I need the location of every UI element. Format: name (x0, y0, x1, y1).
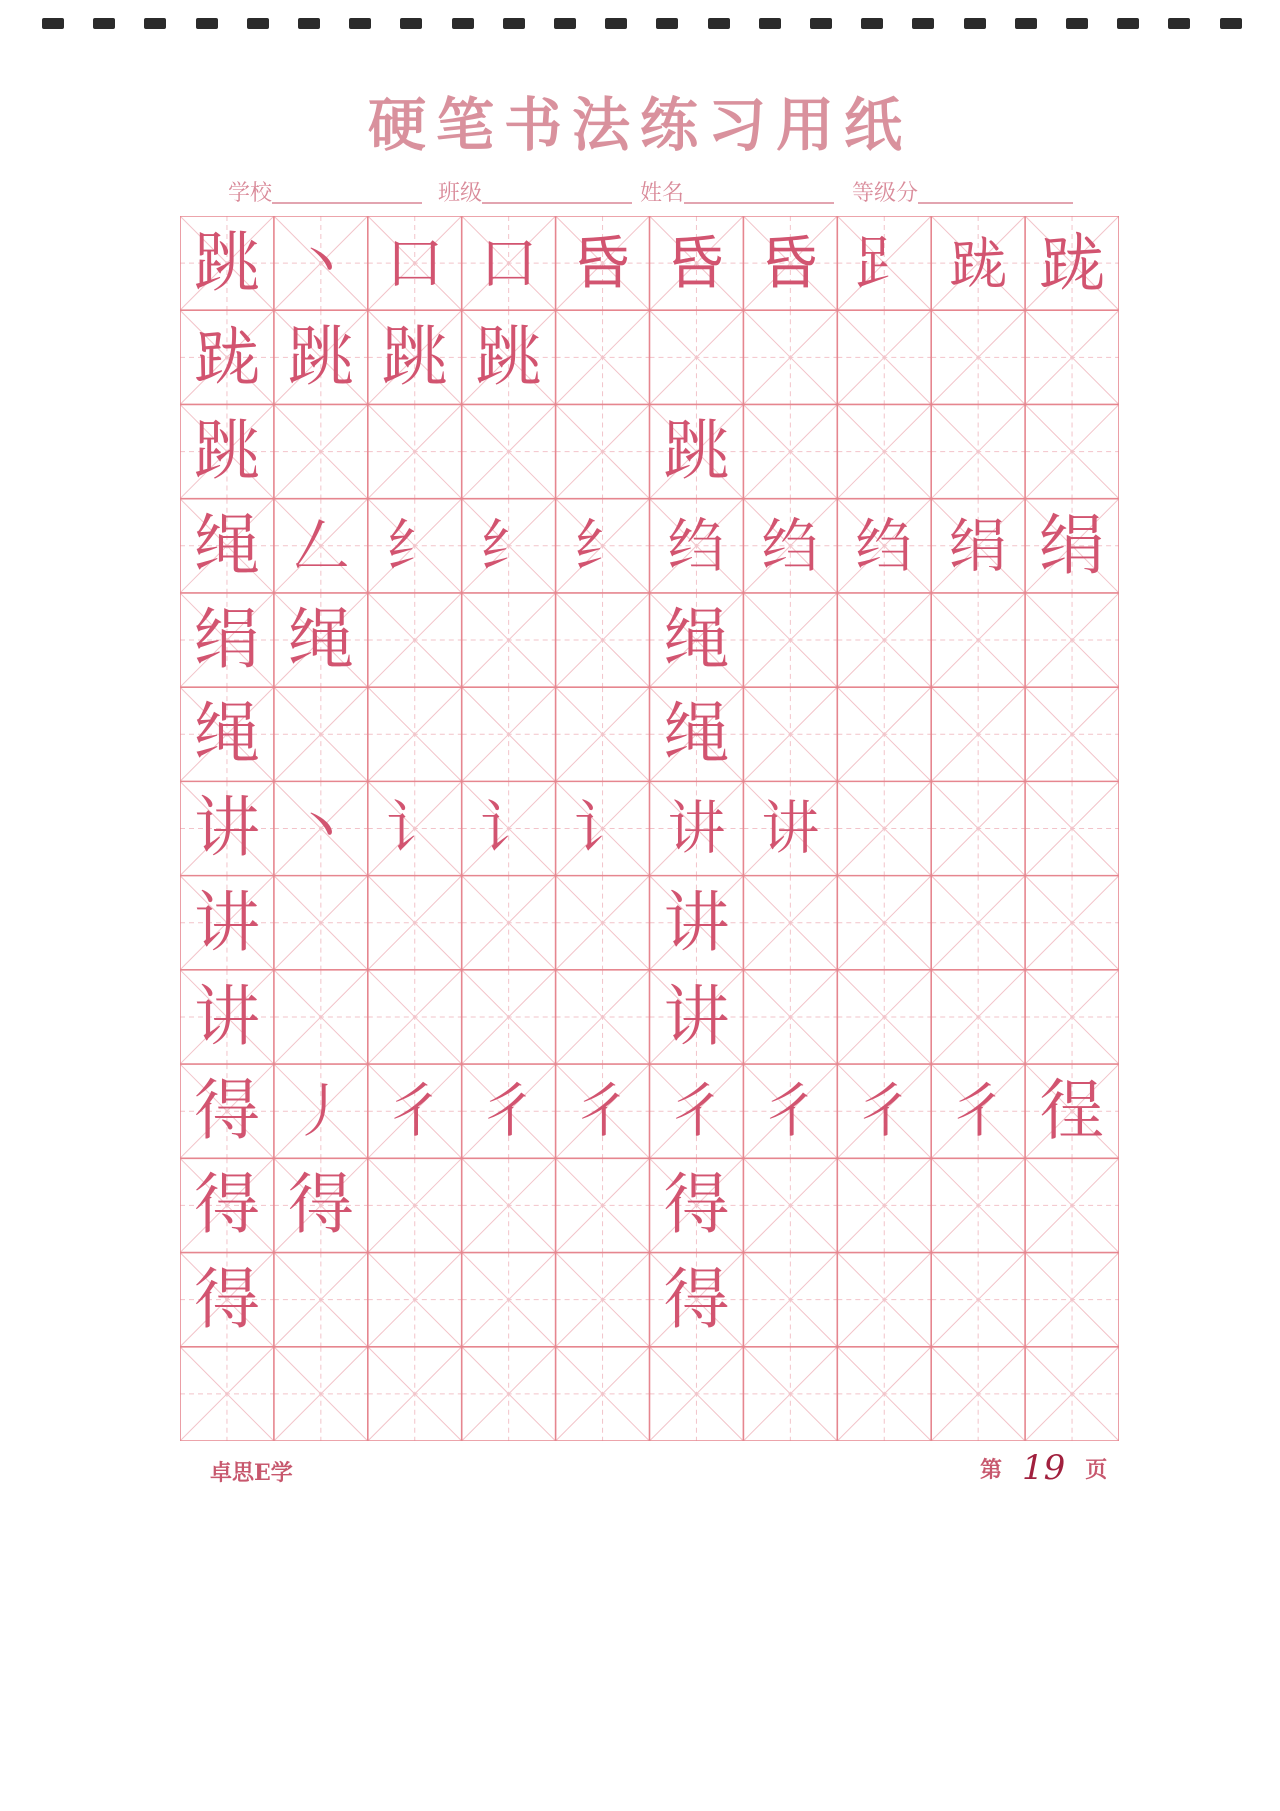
grid-character: 跳 (193, 412, 260, 490)
grid-character: 讲 (663, 883, 730, 961)
page-number: 19 (1022, 1448, 1066, 1488)
binding-hole (656, 18, 678, 29)
binding-hole (1066, 18, 1088, 29)
binding-hole (554, 18, 576, 29)
publisher-name: 卓思E学 (210, 1460, 293, 1486)
grid-character: 𨀁 (193, 318, 260, 396)
binding-hole (196, 18, 218, 29)
grid-character: 跳 (381, 318, 448, 396)
grid-character: 纟 (573, 511, 632, 580)
grid-character: 绉 (667, 511, 726, 580)
grid-character: 讲 (193, 883, 260, 961)
binding-hole (861, 18, 883, 29)
grid-character: 𨀁 (949, 229, 1008, 297)
page-indicator (980, 1450, 1107, 1486)
page-title: 硬笔书法练习用纸 (367, 91, 912, 159)
grid-character: 口 (385, 229, 444, 297)
grid-character: 彳 (479, 1077, 538, 1146)
binding-hole (964, 18, 986, 29)
class-label: 班级 (438, 181, 483, 206)
binding-holes (42, 18, 1242, 31)
binding-hole (1117, 18, 1139, 29)
grid-character: 绢 (1039, 506, 1106, 584)
grid-character: 绢 (949, 511, 1008, 580)
grid-character: 讠 (479, 794, 538, 863)
grid-character: 丶 (291, 229, 350, 297)
class-field[interactable] (438, 170, 632, 210)
binding-hole (452, 18, 474, 29)
grid-character: 𠯑 (667, 229, 726, 297)
grid-character: 绢 (193, 600, 260, 678)
grid-character: 绳 (193, 695, 260, 773)
grid-character: 𠃋 (291, 511, 350, 580)
grid-character: 绳 (287, 600, 354, 678)
binding-hole (912, 18, 934, 29)
school-label: 学校 (228, 181, 273, 206)
binding-hole (42, 18, 64, 29)
practice-grid (180, 216, 1119, 1441)
binding-hole (298, 18, 320, 29)
grid-character: 彳 (573, 1077, 632, 1146)
grid-character: 彳 (949, 1077, 1008, 1146)
grid-character: 绳 (193, 506, 260, 584)
grid-character: 徎 (1039, 1072, 1106, 1150)
binding-hole (1220, 18, 1242, 29)
grid-character: 跳 (193, 224, 260, 301)
grid-character: 得 (663, 1166, 730, 1244)
grade-line[interactable] (918, 172, 1073, 204)
grid-character: 讠 (573, 794, 632, 863)
grid-character: 彳 (855, 1077, 914, 1146)
grid-character: 讠 (385, 794, 444, 863)
grid-character: 得 (193, 1260, 260, 1338)
grid-character: 彳 (761, 1077, 820, 1146)
binding-hole (144, 18, 166, 29)
grid-character: 得 (287, 1166, 354, 1244)
grid-character: 讲 (193, 977, 260, 1055)
grid-character: 𠯑 (573, 229, 632, 297)
binding-hole (1015, 18, 1037, 29)
grid-character: 讲 (667, 794, 726, 863)
grid-character: 得 (193, 1072, 260, 1150)
grid-character: 𠯑 (761, 229, 820, 297)
grid-character: 绳 (663, 600, 730, 678)
grid-character: 彳 (385, 1077, 444, 1146)
grid-character: 讲 (761, 794, 820, 863)
grade-label: 等级分 (852, 181, 919, 206)
grid-character: 跳 (287, 318, 354, 396)
grid-character: 𧾷 (855, 229, 914, 297)
grade-field[interactable] (852, 170, 1073, 210)
binding-hole (349, 18, 371, 29)
page-prefix: 第 (980, 1456, 1003, 1483)
binding-hole (93, 18, 115, 29)
school-field[interactable] (228, 170, 422, 210)
grid-character: 绉 (855, 511, 914, 580)
school-line[interactable] (272, 172, 422, 204)
name-line[interactable] (684, 172, 834, 204)
grid-character: 纟 (385, 511, 444, 580)
binding-hole (1168, 18, 1190, 29)
grid-character: 绳 (663, 695, 730, 773)
class-line[interactable] (482, 172, 632, 204)
binding-hole (503, 18, 525, 29)
name-label: 姓名 (640, 181, 685, 206)
binding-hole (759, 18, 781, 29)
grid-character: 得 (663, 1260, 730, 1338)
binding-hole (605, 18, 627, 29)
page-suffix: 页 (1085, 1456, 1108, 1483)
binding-hole (400, 18, 422, 29)
binding-hole (247, 18, 269, 29)
binding-hole (810, 18, 832, 29)
grid-character: 跳 (475, 318, 542, 396)
binding-hole (708, 18, 730, 29)
name-field[interactable] (640, 170, 834, 210)
grid-character: 彳 (667, 1077, 726, 1146)
grid-character: 讲 (663, 977, 730, 1055)
grid-character: 丿 (291, 1077, 350, 1146)
grid-character: 讲 (193, 789, 260, 867)
grid-character: 口 (479, 229, 538, 297)
grid-character: 跳 (663, 412, 730, 490)
grid-character: 得 (193, 1166, 260, 1244)
grid-character: 纟 (479, 511, 538, 580)
grid-character: 丶 (291, 794, 350, 863)
grid-character: 𨀁 (1039, 224, 1106, 301)
grid-character: 绉 (761, 511, 820, 580)
info-fields (220, 170, 1092, 210)
